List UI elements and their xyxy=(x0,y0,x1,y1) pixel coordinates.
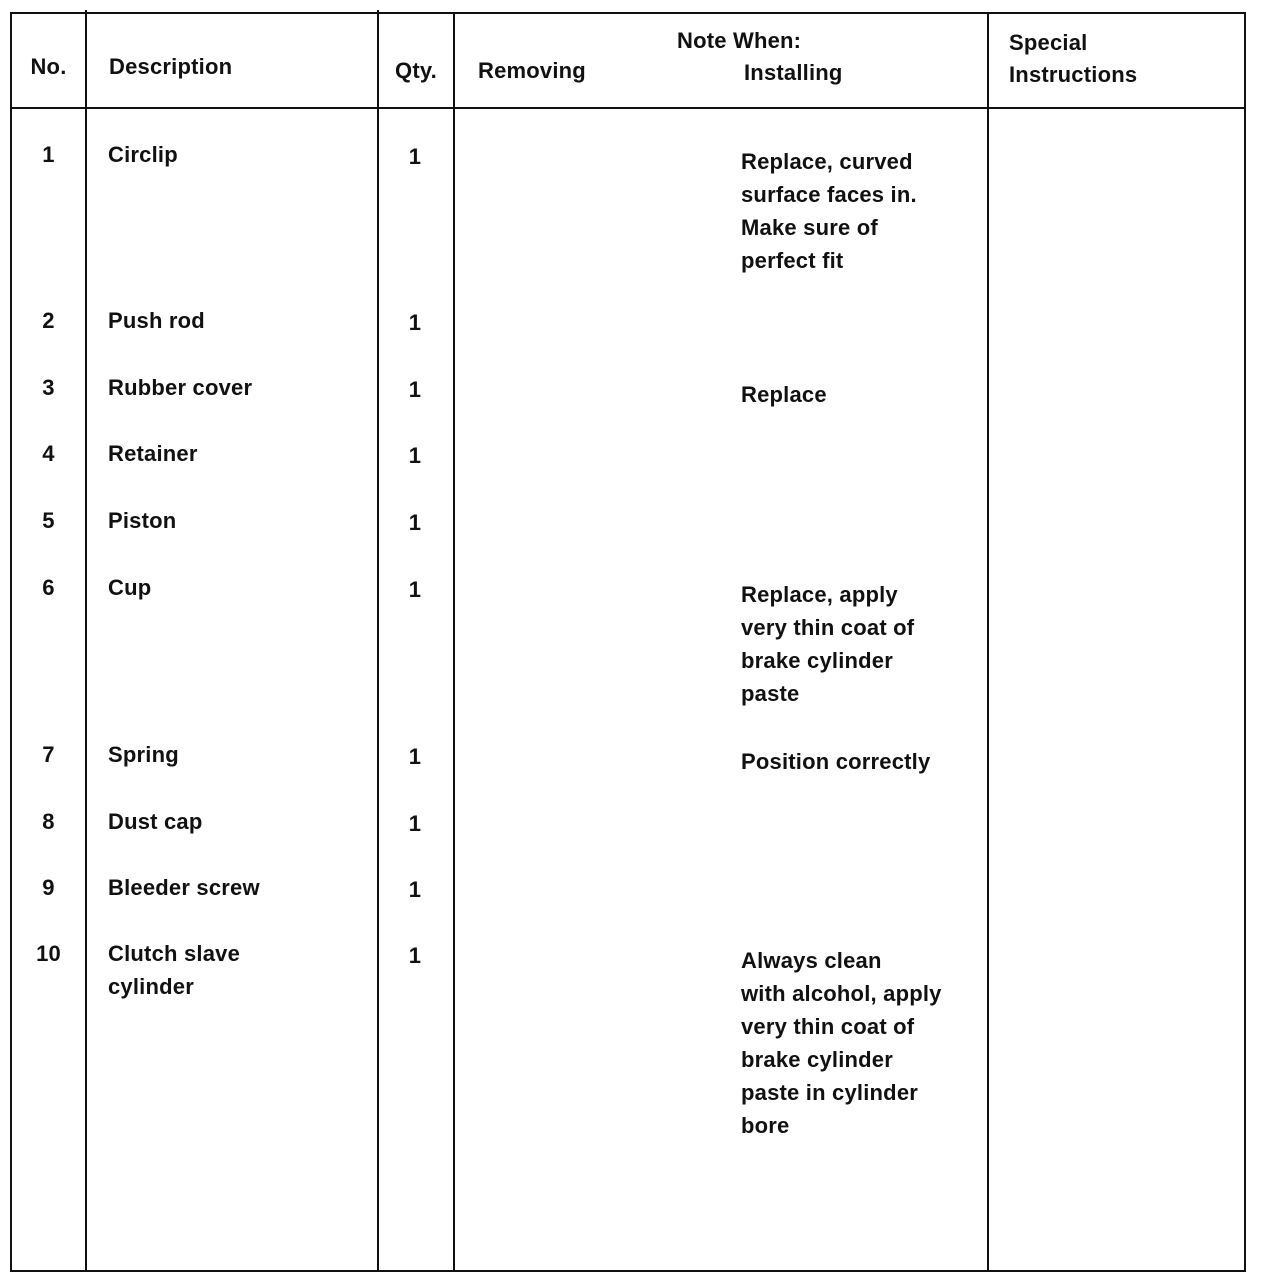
table-left-border xyxy=(10,12,12,1272)
row-qty: 1 xyxy=(408,510,422,535)
row-no: 5 xyxy=(42,508,55,533)
header-divider xyxy=(10,107,1246,109)
table-right-border xyxy=(1244,14,1246,1272)
row-description: Clutch slave xyxy=(108,941,241,966)
row-qty: 1 xyxy=(408,943,422,968)
row-no: 2 xyxy=(42,308,55,333)
row-installing-note: bore xyxy=(741,1113,790,1138)
table-top-border xyxy=(10,12,1246,14)
header-removing: Removing xyxy=(478,58,586,83)
row-installing-note: Replace, curved xyxy=(741,149,913,174)
row-qty: 1 xyxy=(408,377,422,402)
row-installing-note: paste xyxy=(741,681,800,706)
col-divider-special xyxy=(987,14,989,1272)
row-installing-note: Make sure of xyxy=(741,215,878,240)
row-installing-note: Always clean xyxy=(741,948,882,973)
row-description: Bleeder screw xyxy=(108,875,260,900)
row-description: Cup xyxy=(108,575,152,600)
row-installing-note: brake cylinder xyxy=(741,648,893,673)
row-description: Spring xyxy=(108,742,179,767)
row-qty: 1 xyxy=(408,811,422,836)
row-no: 3 xyxy=(42,375,55,400)
header-special-line2: Instructions xyxy=(1009,62,1138,87)
row-description: Circlip xyxy=(108,142,178,167)
row-installing-note: surface faces in. xyxy=(741,182,917,207)
row-installing-note: brake cylinder xyxy=(741,1047,893,1072)
row-no: 6 xyxy=(42,575,55,600)
row-installing-note: paste in cylinder xyxy=(741,1080,919,1105)
row-no: 4 xyxy=(42,441,55,466)
row-no: 1 xyxy=(42,142,55,167)
row-no: 9 xyxy=(42,875,55,900)
table-bottom-border xyxy=(10,1270,1246,1272)
row-qty: 1 xyxy=(408,744,422,769)
row-description: Push rod xyxy=(108,308,205,333)
header-qty: Qty. xyxy=(395,58,437,83)
header-note-when: Note When: xyxy=(677,28,802,53)
row-description: cylinder xyxy=(108,974,194,999)
row-description: Retainer xyxy=(108,441,198,466)
row-description: Dust cap xyxy=(108,809,203,834)
col-divider-description xyxy=(85,10,87,1272)
row-description: Piston xyxy=(108,508,177,533)
row-installing-note: Replace, apply xyxy=(741,582,898,607)
row-qty: 1 xyxy=(408,443,422,468)
header-no: No. xyxy=(30,54,67,79)
col-divider-qty xyxy=(377,10,379,1272)
header-description: Description xyxy=(109,54,233,79)
row-qty: 1 xyxy=(408,877,422,902)
row-installing-note: very thin coat of xyxy=(741,1014,915,1039)
row-no: 7 xyxy=(42,742,55,767)
row-qty: 1 xyxy=(408,310,422,335)
col-divider-note xyxy=(453,12,455,1272)
row-qty: 1 xyxy=(408,577,422,602)
row-installing-note: Replace xyxy=(741,382,827,407)
header-special-line1: Special xyxy=(1009,30,1088,55)
row-no: 8 xyxy=(42,809,55,834)
row-installing-note: very thin coat of xyxy=(741,615,915,640)
row-description: Rubber cover xyxy=(108,375,253,400)
row-installing-note: Position correctly xyxy=(741,749,931,774)
row-installing-note: perfect fit xyxy=(741,248,844,273)
row-no: 10 xyxy=(36,941,61,966)
header-installing: Installing xyxy=(744,60,843,85)
row-installing-note: with alcohol, apply xyxy=(741,981,942,1006)
row-qty: 1 xyxy=(408,144,422,169)
